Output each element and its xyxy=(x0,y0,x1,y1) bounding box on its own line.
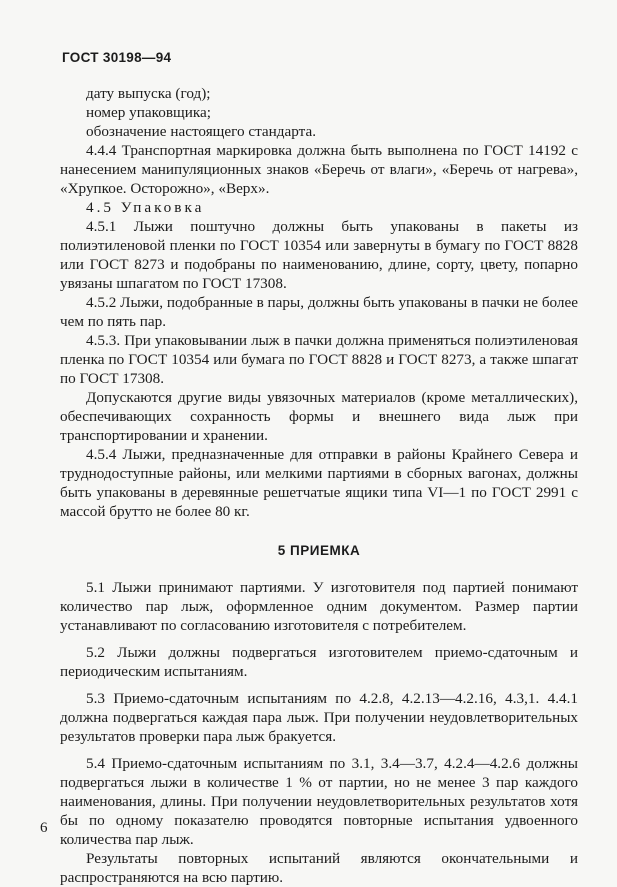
paragraph: 4.4.4 Транспортная маркировка должна быть выполнена по ГОСТ 14192 с нанесением манипуляционных знаков «Беречь от влаги», «Беречь от нагрева», «Хрупкое. Осторожно», «Верх». xyxy=(60,142,578,197)
spacer xyxy=(60,681,578,689)
paragraph: обозначение настоящего стандарта. xyxy=(86,123,317,140)
paragraph: 4.5.1 Лыжи поштучно должны быть упакованы в пакеты из полиэтиленовой пленки по ГОСТ 10354 или завернуты в бумагу по ГОСТ 8828 или ГОСТ 8273 и подобраны по наименованию, длине, сорту, цвету, попарно увязаны шпагатом по ГОСТ 17308. xyxy=(60,218,578,292)
paragraph: 5.3 Приемо-сдаточным испытаниям по 4.2.8, 4.2.13—4.2.16, 4.3,1. 4.4.1 должна подвергаться каждая пара лыж. При получении неудовлетворительных результатов проверки пара лыж бракуется. xyxy=(60,690,578,745)
document-body xyxy=(60,84,578,887)
section-title: 5 ПРИЕМКА xyxy=(277,543,361,558)
paragraph: 4.5.4 Лыжи, предназначенные для отправки в районы Крайнего Севера и труднодоступные районы, или мелкими партиями в сборных вагонах, должны быть упакованы в деревянные решетчатые ящики типа VI—1 по ГОСТ 2991 с массой брутто не более 80 кг. xyxy=(60,446,578,520)
spacer xyxy=(60,746,578,754)
document-header: ГОСТ 30198—94 xyxy=(62,50,172,65)
paragraph: Допускаются другие виды увязочных материалов (кроме металлических), обеспечивающих сохранность формы и внешнего вида лыж при транспортировании и хранении. xyxy=(60,389,578,444)
paragraph: Результаты повторных испытаний являются окончательными и распространяются на всю партию. xyxy=(60,850,578,886)
paragraph: 5.2 Лыжи должны подвергаться изготовителем приемо-сдаточным и периодическим испытаниям. xyxy=(60,644,578,680)
paragraph: номер упаковщика; xyxy=(86,104,211,121)
paragraph: 5.1 Лыжи принимают партиями. У изготовителя под партией понимают количество пар лыж, оформленное одним документом. Размер партии устанавливают по согласованию изготовителя с потребителем. xyxy=(60,579,578,634)
paragraph: 4.5.2 Лыжи, подобранные в пары, должны быть упакованы в пачки не более чем по пять пар. xyxy=(60,294,578,330)
paragraph: 4.5.3. При упаковывании лыж в пачки должна применяться полиэтиленовая пленка по ГОСТ 10354 или бумага по ГОСТ 8828 и ГОСТ 8273, а также шпагат по ГОСТ 17308. xyxy=(60,332,578,387)
paragraph: дату выпуска (год); xyxy=(86,85,211,102)
page-number: 6 xyxy=(40,820,48,836)
subsection-heading: 4.5 Упаковка xyxy=(86,199,205,216)
spacer xyxy=(60,635,578,643)
paragraph: 5.4 Приемо-сдаточным испытаниям по 3.1, 3.4—3.7, 4.2.4—4.2.6 должны подвергаться лыжи в количестве 1 % от партии, но не менее 3 пар каждого наименования, длины. При получении неудовлетворительных результатов хотя бы по одному показателю проводятся повторные испытания удвоенного количества пар лыж. xyxy=(60,755,578,848)
